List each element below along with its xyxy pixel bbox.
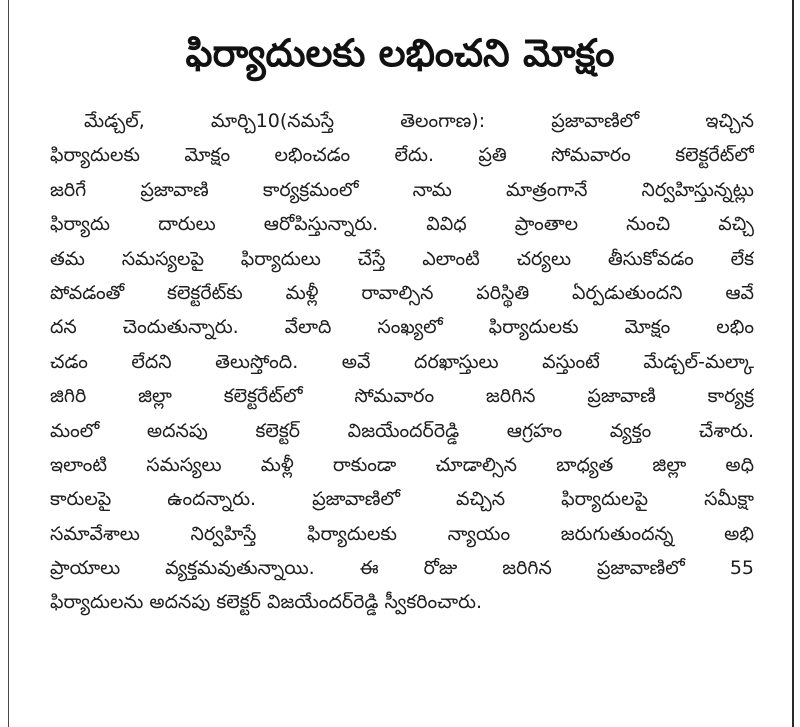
article-line: చడం లేదని తెలుస్తోంది. అవే దరఖాస్తులు వస్తుంటే మేడ్చల్-మల్కా bbox=[50, 350, 754, 373]
article-line: జిగిరి జిల్లా కలెక్టరేట్‌లో సోమవారం జరిగిన ప్రజావాణి కార్యక్ర bbox=[50, 385, 754, 408]
article-body bbox=[50, 104, 754, 620]
article-line: తమ సమస్యలపై ఫిర్యాదులు చేస్తే ఎలాంటి చర్యలు తీసుకోవడం లేక bbox=[50, 247, 754, 270]
article-line: ఫిర్యాదులను అదనపు కలెక్టర్ విజయేందర్‌రెడ్డి స్వీకరించారు. bbox=[50, 591, 482, 614]
article-line: ఫిర్యాదు దారులు ఆరోపిస్తున్నారు. వివిధ ప్రాంతాల నుంచి వచ్చి bbox=[50, 213, 754, 236]
article-line: కారులపై ఉందన్నారు. ప్రజావాణిలో వచ్చిన ఫిర్యాదులపై సమీక్షా bbox=[50, 488, 754, 511]
article-line: పోవడంతో కలెక్టరేట్‌కు మళ్లీ రావాల్సిన పరిస్థితి ఏర్పడుతుందని ఆవే bbox=[50, 281, 754, 304]
right-border-rule bbox=[792, 0, 794, 727]
article-headline: ఫిర్యాదులకు లభించని మోక్షం bbox=[185, 31, 615, 75]
article-line: సమావేశాలు నిర్వహిస్తే ఫిర్యాదులకు న్యాయం జరుగుతుందన్న అభి bbox=[50, 522, 754, 545]
article-line: ఫిర్యాదులకు మోక్షం లభించడం లేదు. ప్రతి సోమవారం కలెక్టరేట్‌లో bbox=[50, 144, 754, 167]
article-line: దన చెందుతున్నారు. వేలాది సంఖ్యలో ఫిర్యాదులకు మోక్షం లభిం bbox=[50, 316, 754, 339]
article-line: జరిగే ప్రజావాణి కార్యక్రమంలో నామ మాత్రంగానే నిర్వహిస్తున్నట్లు bbox=[50, 178, 754, 201]
article-line: మేడ్చల్, మార్చి10(నమస్తే తెలంగాణ): ప్రజావాణిలో ఇచ్చిన bbox=[84, 110, 754, 132]
article-line: మంలో అదనపు కలెక్టర్ విజయేందర్‌రెడ్డి ఆగ్రహం వ్యక్తం చేశారు. bbox=[50, 419, 754, 442]
article-line: ప్రాయాలు వ్యక్తమవుతున్నాయి. ఈ రోజు జరిగిన ప్రజావాణిలో 55 bbox=[50, 557, 754, 580]
left-column-rule bbox=[8, 0, 9, 727]
article-line: ఇలాంటి సమస్యలు మళ్లీ రాకుండా చూడాల్సిన బాధ్యత జిల్లా అధి bbox=[50, 453, 754, 476]
